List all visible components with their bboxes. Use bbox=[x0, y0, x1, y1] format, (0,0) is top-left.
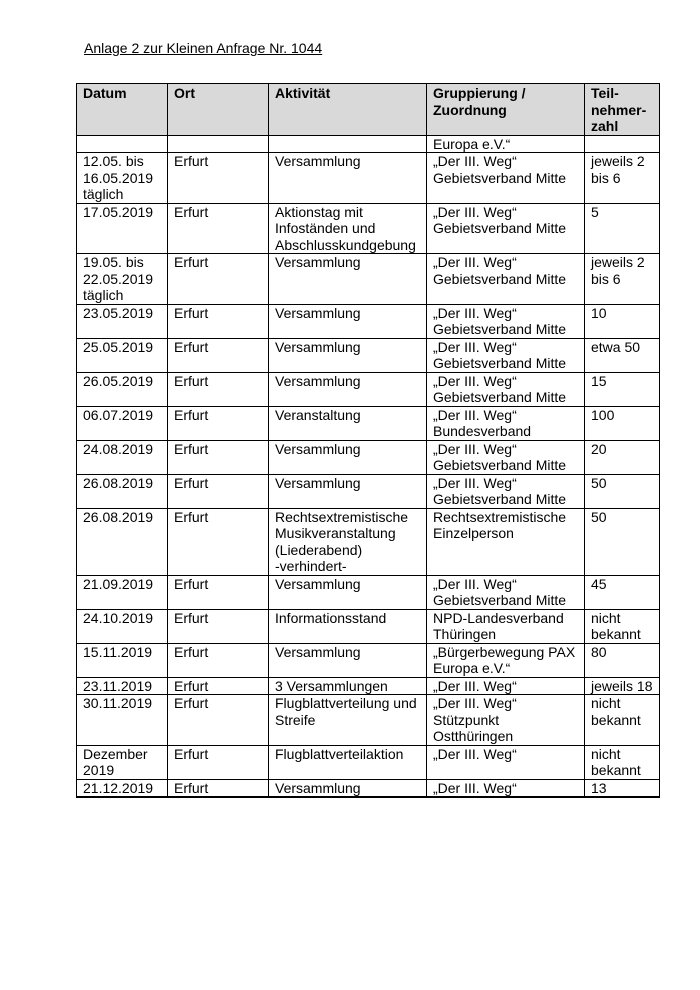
column-header-gruppierung: Gruppierung / Zuordnung bbox=[427, 84, 585, 136]
cell-ort: Erfurt bbox=[168, 440, 269, 474]
table-row bbox=[77, 677, 660, 695]
table-row bbox=[77, 797, 660, 798]
cell-gruppierung: „Der III. Weg“ Gebietsverband Mitte bbox=[427, 372, 585, 406]
cell-gruppierung: „Bürgerbewegung PAX Europa e.V.“ bbox=[427, 643, 585, 677]
cell-ort: Erfurt bbox=[168, 609, 269, 643]
cell-ort: Erfurt bbox=[168, 695, 269, 746]
cell-gruppierung: „Der III. Weg“ Bundesverband bbox=[427, 406, 585, 440]
cell-ort: Erfurt bbox=[168, 338, 269, 372]
cell-teilnehmerzahl: 80 bbox=[585, 643, 660, 677]
cell-aktivitaet: Versammlung bbox=[269, 643, 427, 677]
cell-datum: 06.07.2019 bbox=[77, 406, 168, 440]
cell-gruppierung: NPD-Landesverband Thüringen bbox=[427, 609, 585, 643]
table-row bbox=[77, 372, 660, 406]
cell-datum bbox=[77, 797, 168, 798]
cell-aktivitaet: Versammlung bbox=[269, 304, 427, 338]
cell-datum: Dezember 2019 bbox=[77, 745, 168, 779]
cell-teilnehmerzahl: 13 bbox=[585, 779, 660, 797]
cell-teilnehmerzahl: 15 bbox=[585, 372, 660, 406]
table-row bbox=[77, 440, 660, 474]
cell-teilnehmerzahl: jeweils 18 bbox=[585, 677, 660, 695]
cell-gruppierung: „Der III. Weg“ bbox=[427, 677, 585, 695]
cell-aktivitaet: Versammlung bbox=[269, 153, 427, 204]
table-row bbox=[77, 643, 660, 677]
cell-teilnehmerzahl: jeweils 2 bis 6 bbox=[585, 254, 660, 305]
cell-aktivitaet: Versammlung bbox=[269, 779, 427, 797]
cell-teilnehmerzahl: etwa 50 bbox=[585, 338, 660, 372]
cell-gruppierung: „Der III. Weg“ Gebietsverband Mitte bbox=[427, 575, 585, 609]
cell-aktivitaet: Flugblattverteilung und Streife bbox=[269, 695, 427, 746]
cell-gruppierung: „Der III. Weg“ bbox=[427, 779, 585, 797]
column-header-datum: Datum bbox=[77, 84, 168, 136]
cell-ort: Erfurt bbox=[168, 779, 269, 797]
column-header-aktivitaet: Aktivität bbox=[269, 84, 427, 136]
cell-gruppierung: Europa e.V.“ bbox=[427, 135, 585, 153]
cell-ort: Erfurt bbox=[168, 203, 269, 254]
cell-ort: Erfurt bbox=[168, 406, 269, 440]
table-row bbox=[77, 254, 660, 305]
cell-gruppierung bbox=[427, 797, 585, 798]
cell-teilnehmerzahl: 50 bbox=[585, 508, 660, 575]
cell-teilnehmerzahl: jeweils 2 bis 6 bbox=[585, 153, 660, 204]
cell-ort: Erfurt bbox=[168, 508, 269, 575]
cell-teilnehmerzahl: 100 bbox=[585, 406, 660, 440]
cell-datum: 26.05.2019 bbox=[77, 372, 168, 406]
cell-aktivitaet: Versammlung bbox=[269, 254, 427, 305]
cell-datum: 21.09.2019 bbox=[77, 575, 168, 609]
cell-teilnehmerzahl: 45 bbox=[585, 575, 660, 609]
cell-gruppierung: „Der III. Weg“ Gebietsverband Mitte bbox=[427, 203, 585, 254]
cell-datum bbox=[77, 135, 168, 153]
table-row bbox=[77, 474, 660, 508]
cell-aktivitaet bbox=[269, 135, 427, 153]
cell-aktivitaet: Aktionstag mit Infoständen und Abschlusskundgebung bbox=[269, 203, 427, 254]
cell-teilnehmerzahl: 50 bbox=[585, 474, 660, 508]
cell-ort: Erfurt bbox=[168, 254, 269, 305]
events-table bbox=[76, 83, 660, 798]
table-row bbox=[77, 338, 660, 372]
cell-ort bbox=[168, 797, 269, 798]
cell-datum: 26.08.2019 bbox=[77, 474, 168, 508]
cell-teilnehmerzahl: nicht bekannt bbox=[585, 609, 660, 643]
cell-ort bbox=[168, 135, 269, 153]
cell-gruppierung: „Der III. Weg“ Gebietsverband Mitte bbox=[427, 254, 585, 305]
cell-ort: Erfurt bbox=[168, 153, 269, 204]
cell-gruppierung: „Der III. Weg“ Stützpunkt Ostthüringen bbox=[427, 695, 585, 746]
cell-teilnehmerzahl: 20 bbox=[585, 440, 660, 474]
table-row bbox=[77, 745, 660, 779]
cell-aktivitaet: Flugblattverteilaktion bbox=[269, 745, 427, 779]
cell-datum: 30.11.2019 bbox=[77, 695, 168, 746]
cell-ort: Erfurt bbox=[168, 575, 269, 609]
table-row bbox=[77, 508, 660, 575]
cell-datum: 12.05. bis 16.05.2019 täglich bbox=[77, 153, 168, 204]
cell-aktivitaet: Versammlung bbox=[269, 338, 427, 372]
table-row bbox=[77, 695, 660, 746]
cell-datum: 24.10.2019 bbox=[77, 609, 168, 643]
cell-datum: 21.12.2019 bbox=[77, 779, 168, 797]
cell-aktivitaet: 3 Versammlungen bbox=[269, 677, 427, 695]
table-row bbox=[77, 203, 660, 254]
table-row bbox=[77, 609, 660, 643]
cell-datum: 17.05.2019 bbox=[77, 203, 168, 254]
cell-aktivitaet: Rechtsextremistische Musikveranstaltung (Liederabend) -verhindert- bbox=[269, 508, 427, 575]
cell-aktivitaet: Versammlung bbox=[269, 372, 427, 406]
cell-teilnehmerzahl bbox=[585, 135, 660, 153]
cell-teilnehmerzahl: 10 bbox=[585, 304, 660, 338]
page-title: Anlage 2 zur Kleinen Anfrage Nr. 1044 bbox=[84, 40, 323, 56]
cell-datum: 26.08.2019 bbox=[77, 508, 168, 575]
cell-datum: 23.11.2019 bbox=[77, 677, 168, 695]
column-header-ort: Ort bbox=[168, 84, 269, 136]
cell-teilnehmerzahl: nicht bekannt bbox=[585, 695, 660, 746]
cell-ort: Erfurt bbox=[168, 677, 269, 695]
cell-datum: 15.11.2019 bbox=[77, 643, 168, 677]
cell-teilnehmerzahl bbox=[585, 797, 660, 798]
cell-gruppierung: „Der III. Weg“ Gebietsverband Mitte bbox=[427, 338, 585, 372]
cell-teilnehmerzahl: nicht bekannt bbox=[585, 745, 660, 779]
cell-datum: 25.05.2019 bbox=[77, 338, 168, 372]
cell-aktivitaet: Versammlung bbox=[269, 474, 427, 508]
table-header-row bbox=[77, 84, 660, 136]
cell-aktivitaet: Informationsstand bbox=[269, 609, 427, 643]
cell-ort: Erfurt bbox=[168, 372, 269, 406]
table-row bbox=[77, 153, 660, 204]
cell-ort: Erfurt bbox=[168, 304, 269, 338]
cell-aktivitaet: Versammlung bbox=[269, 440, 427, 474]
cell-datum: 19.05. bis 22.05.2019 täglich bbox=[77, 254, 168, 305]
column-header-teilnehmerzahl: Teil- nehmer- zahl bbox=[585, 84, 660, 136]
table-row bbox=[77, 779, 660, 797]
cell-aktivitaet: Veranstaltung bbox=[269, 406, 427, 440]
cell-teilnehmerzahl: 5 bbox=[585, 203, 660, 254]
cell-aktivitaet: Versammlung bbox=[269, 575, 427, 609]
cell-gruppierung: „Der III. Weg“ Gebietsverband Mitte bbox=[427, 153, 585, 204]
table-row bbox=[77, 406, 660, 440]
cell-gruppierung: „Der III. Weg“ bbox=[427, 745, 585, 779]
cell-gruppierung: „Der III. Weg“ Gebietsverband Mitte bbox=[427, 304, 585, 338]
cell-ort: Erfurt bbox=[168, 474, 269, 508]
cell-gruppierung: „Der III. Weg“ Gebietsverband Mitte bbox=[427, 440, 585, 474]
cell-gruppierung: „Der III. Weg“ Gebietsverband Mitte bbox=[427, 474, 585, 508]
cell-aktivitaet bbox=[269, 797, 427, 798]
table-row bbox=[77, 304, 660, 338]
cell-ort: Erfurt bbox=[168, 643, 269, 677]
table-row bbox=[77, 575, 660, 609]
cell-datum: 24.08.2019 bbox=[77, 440, 168, 474]
cell-datum: 23.05.2019 bbox=[77, 304, 168, 338]
cell-ort: Erfurt bbox=[168, 745, 269, 779]
cell-gruppierung: Rechtsextremistische Einzelperson bbox=[427, 508, 585, 575]
table-row bbox=[77, 135, 660, 153]
